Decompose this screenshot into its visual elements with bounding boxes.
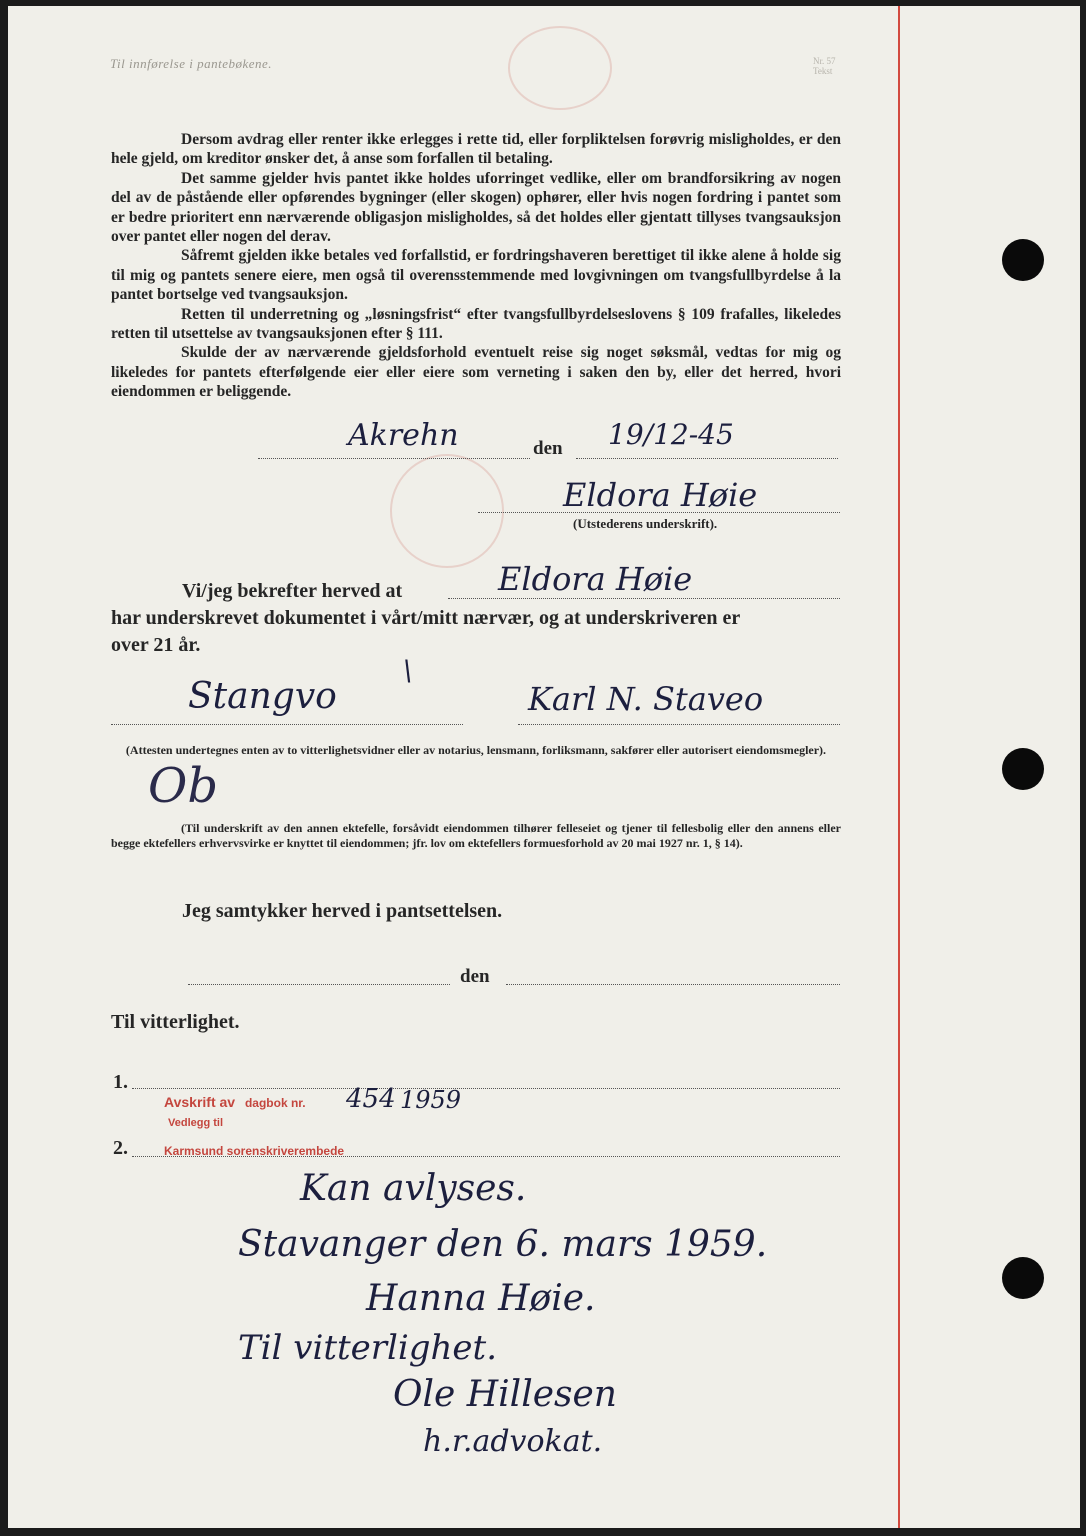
place-handwritten: Akrehn <box>348 418 459 453</box>
witness-signature: Karl N. Staveo <box>528 680 764 718</box>
legal-paragraph: Såfremt gjelden ikke betales ved forfallstid, er fordringshaveren berettiget til ikke alene å holde sig til mig og pantets senere eiere, men også til overensstemmende med lovgivningen om tvangsfullbyrdelse å la pantet bortselge ved tvangsauksjon. <box>111 247 841 304</box>
annotation-line: Kan avlyses. <box>300 1168 527 1209</box>
faint-stamp <box>508 26 612 110</box>
legal-paragraph: Retten til underretning og „løsningsfrist“ efter tvangsfullbyrdelseslovens § 109 frafalles, likeledes retten til utsettelse av tvangsauksjonen efter § 111. <box>111 305 841 343</box>
witness-line-label: 1. <box>113 1071 128 1093</box>
stamp-dagbok-label: dagbok nr. <box>244 1096 306 1110</box>
witness-line-2 <box>132 1156 840 1157</box>
place-line <box>258 458 530 459</box>
legal-paragraph: Skulde der av nærværende gjeldsforhold eventuelt reise sig noget søksmål, vedtas for mig og likeledes for pantets efterfølgende eier eller eiere som verneting i saken den by, eller det herred, hvori eiendommen er beliggende. <box>111 344 841 401</box>
confirmation-lead: Vi/jeg bekrefter herved at <box>182 580 403 602</box>
signer-name: Eldora Høie <box>498 560 693 598</box>
stamp-office: Karmsund sorenskriverembede <box>164 1144 345 1158</box>
annotation-line: Til vitterlighet. <box>238 1328 498 1368</box>
binder-hole <box>1002 748 1044 790</box>
legal-terms <box>111 130 841 402</box>
stamp-line <box>164 1094 306 1110</box>
issuer-signature: Eldora Høie <box>563 476 758 514</box>
den-label: den <box>533 438 563 459</box>
corner-note <box>813 56 836 76</box>
legal-paragraph: Dersom avdrag eller renter ikke erlegges i rette tid, eller forpliktelsen forøvrig misligholdes, er den hele gjeld, om kreditor ønsker det, å anse som forfallen til betaling. <box>111 131 841 168</box>
binder-hole <box>1002 239 1044 281</box>
issuer-caption: (Utstederens underskrift). <box>573 516 718 531</box>
corner-note-line: Nr. 57 <box>813 56 836 66</box>
annotation-line: Stavanger den 6. mars 1959. <box>238 1224 768 1265</box>
consent-place-line <box>188 984 450 985</box>
annotation-line: h.r.advokat. <box>423 1424 603 1459</box>
scribble-mark: Ob <box>148 758 219 814</box>
legal-paragraph: Det samme gjelder hvis pantet ikke holdes uforringet vedlike, eller om brandforsikring av nogen del av de påstående eller opførendes bygninger (eller skogen) ophører, eller hvis nogen fordring i pantet som er bedre prioritert enn nærværende obligasjon misligholdes, så det holdes eller gjentatt tillyses tvangsauksjon over pantet eller nogen del derav. <box>111 169 841 246</box>
signer-line <box>448 598 840 599</box>
issuer-signature-line <box>478 512 840 513</box>
margin-rule <box>898 6 900 1528</box>
confirmation-line: har underskrevet dokumentet i vårt/mitt nærvær, og at underskriveren er <box>111 607 741 629</box>
stamp-title: Avskrift av <box>164 1094 236 1110</box>
confirmation-line: over 21 år. <box>111 634 201 656</box>
annotation-line: Ole Hillesen <box>393 1374 617 1415</box>
attestation-note: (Attesten undertegnes enten av to vitterlighetsvidner eller av notarius, lensmann, forliksmann, sakfører eller autorisert eiendomsmegler). <box>125 743 827 757</box>
consent-text: Jeg samtykker herved i pantsettelsen. <box>182 900 503 922</box>
annotation-line: Hanna Høie. <box>366 1278 596 1319</box>
document-page <box>8 6 1080 1528</box>
witness-line <box>518 724 840 725</box>
date-line <box>576 458 838 459</box>
witness-line-1 <box>132 1088 840 1089</box>
faint-stamp <box>390 454 504 568</box>
witness-line <box>111 724 463 725</box>
binder-hole <box>1002 1257 1044 1299</box>
witness-signature: Stangvo <box>188 676 337 717</box>
header-note: Til innførelse i pantebøkene. <box>110 56 273 71</box>
stamp-number: 454 <box>346 1084 396 1114</box>
consent-date-line <box>506 984 840 985</box>
witness-heading: Til vitterlighet. <box>111 1011 240 1033</box>
consent-den-label: den <box>460 966 490 987</box>
witness-mark: \ <box>403 654 413 687</box>
stamp-subtitle: Vedlegg til <box>168 1117 224 1129</box>
corner-note-line: Tekst <box>813 66 833 76</box>
spouse-note: (Til underskrift av den annen ektefelle, forsåvidt eiendommen tilhører felleseiet og tjener til fellesbolig eller den annens eller begge ektefellers erhvervsvirke er knyttet til eiendommen; jfr. lov om ektefellers formuesforhold av 20 mai 1927 nr. 1, § 14). <box>111 821 841 850</box>
witness-line-label: 2. <box>113 1137 128 1159</box>
date-handwritten: 19/12-45 <box>608 418 734 451</box>
stamp-year: 1959 <box>400 1086 462 1114</box>
